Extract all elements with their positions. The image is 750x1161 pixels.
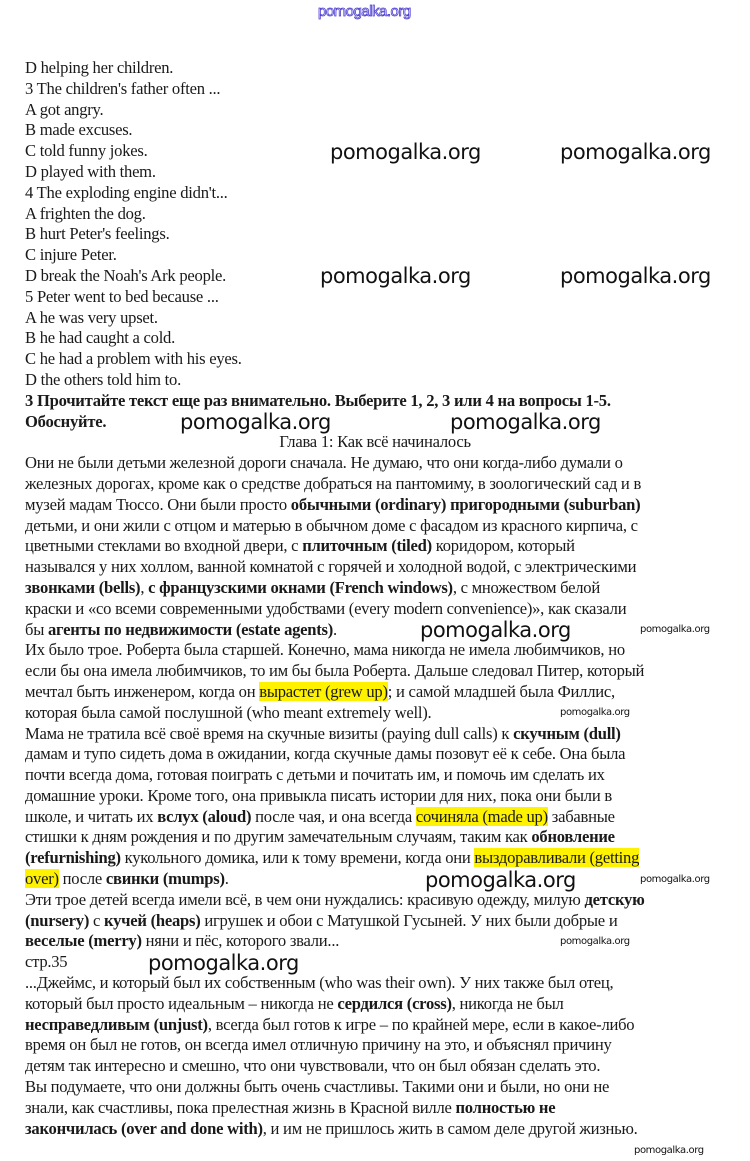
text-line xyxy=(25,349,745,370)
bold-term: агенты по недвижимости (estate agents) xyxy=(48,619,334,639)
watermark: pomogalka.org xyxy=(148,950,299,975)
text-segment: после xyxy=(58,869,106,889)
text-line xyxy=(25,100,745,121)
bold-term: детскую xyxy=(584,889,645,909)
text-segment: музей мадам Тюссо. Они были просто xyxy=(25,494,291,514)
text-line xyxy=(25,640,745,661)
text-segment: цветными стеклами во входной двери, с xyxy=(25,536,303,556)
text-line xyxy=(25,661,745,682)
text-segment: детьми, и они жили с отцом и матерью в обычном доме с фасадом из красного кирпича, с xyxy=(25,515,638,535)
text-segment: игрушек и обои с Матушкой Гусыней. У них были добрые и xyxy=(200,910,618,930)
text-line xyxy=(25,724,745,745)
bold-term: 3 Прочитайте текст еще раз внимательно. Выберите 1, 2, 3 или 4 на вопросы 1-5. xyxy=(25,390,611,410)
text-segment: A got angry. xyxy=(25,99,104,119)
text-line xyxy=(25,973,745,994)
text-segment: почти всегда дома, готовая поиграть с детьми и почитать им, и помочь им сделать их xyxy=(25,765,605,785)
text-segment: A frighten the dog. xyxy=(25,203,146,223)
text-segment: , всегда был готов к игре – по крайней мере, если в какое-либо xyxy=(207,1014,635,1034)
text-line xyxy=(25,370,745,391)
text-segment: назывался у них холлом, ванной комнатой с горячей и холодной водой, с электрическими xyxy=(25,557,637,577)
chapter-heading xyxy=(25,432,725,453)
text-segment: краски и «со всеми современными удобствами (every modern convenience)», как сказали xyxy=(25,598,627,618)
bold-term: закончилась (over and done with) xyxy=(25,1118,263,1138)
text-segment: дамам и тупо сидеть дома в ожидании, когда скучные дамы позовут её к себе. Она была xyxy=(25,744,626,764)
watermark: pomogalka.org xyxy=(634,1145,704,1156)
text-segment: детям так интересно и смешно, что они чувствовали, что он был обязан сделать это. xyxy=(25,1056,601,1076)
text-line xyxy=(25,890,745,911)
text-segment: 4 The exploding engine didn't... xyxy=(25,182,228,202)
watermark: pomogalka.org xyxy=(640,873,710,885)
text-segment: D helping her children. xyxy=(25,58,174,77)
bold-term: скучным (dull) xyxy=(513,723,621,743)
text-segment: который был просто идеальным – никогда не xyxy=(25,993,338,1013)
watermark: pomogalka.org xyxy=(330,139,481,164)
text-line xyxy=(25,120,745,141)
highlighted-term: вырастет (grew up) xyxy=(259,681,388,701)
text-line xyxy=(25,287,745,308)
text-line xyxy=(25,536,745,557)
text-line xyxy=(25,1056,745,1077)
text-line xyxy=(25,224,745,245)
header-watermark: pomogalka.org xyxy=(318,3,411,20)
text-segment: знали, как счастливы, пока прелестная жизнь в Красной вилле xyxy=(25,1097,456,1117)
text-line xyxy=(25,786,745,807)
bold-term: Обоснуйте. xyxy=(25,411,107,431)
text-segment: забавные xyxy=(547,806,615,826)
text-segment: Они не были детьми железной дороги сначала. Не думаю, что они когда-либо думали о xyxy=(25,453,623,473)
text-segment: после чая, и она всегда xyxy=(251,806,416,826)
text-segment: Мама не тратила всё своё время на скучные визиты (paying dull calls) к xyxy=(25,723,514,743)
text-line xyxy=(25,1015,745,1036)
text-segment: которая была самой послушной (who meant extremely well). xyxy=(25,702,432,722)
text-line xyxy=(25,1119,745,1140)
bold-term: вслух (aloud) xyxy=(157,806,252,826)
watermark: pomogalka.org xyxy=(560,707,630,719)
text-line xyxy=(25,994,745,1015)
text-segment: C he had a problem with his eyes. xyxy=(25,349,242,369)
text-segment: Вы подумаете, что они должны быть очень счастливы. Такими они и были, но они не xyxy=(25,1077,610,1097)
text-segment: 5 Peter went to bed because ... xyxy=(25,286,219,306)
watermark: pomogalka.org xyxy=(450,410,601,434)
text-segment: D the others told him to. xyxy=(25,369,181,389)
text-line xyxy=(25,1098,745,1119)
text-segment: A he was very upset. xyxy=(25,307,158,327)
text-segment: с xyxy=(89,910,105,930)
text-line xyxy=(25,744,745,765)
text-line xyxy=(25,703,745,724)
text-line xyxy=(25,412,745,433)
text-segment: , с множеством белой xyxy=(452,577,600,597)
text-line xyxy=(25,1035,745,1056)
text-segment: школе, и читать их xyxy=(25,806,158,826)
text-segment: железных дорогах, кроме как о средстве добраться на пантомиму, в зоологический сад и в xyxy=(25,473,642,493)
bold-term: обновление xyxy=(531,827,615,847)
text-segment: , никогда не был xyxy=(451,993,564,1013)
text-segment: , xyxy=(140,577,149,597)
text-segment: стр.35 xyxy=(25,952,68,972)
text-line xyxy=(25,391,745,412)
text-line xyxy=(25,931,745,952)
text-segment: ...Джеймс, и который был их собственным (who was their own). У них также был отец, xyxy=(25,973,614,993)
text-segment: D played with them. xyxy=(25,161,156,181)
text-segment: Глава 1: Как всё начиналось xyxy=(279,432,471,452)
text-segment: D break the Noah's Ark people. xyxy=(25,265,227,285)
text-line xyxy=(25,58,745,79)
text-segment: C injure Peter. xyxy=(25,245,117,265)
text-segment: если бы она имела любимчиков, то им бы была Роберта. Дальше следовал Питер, который xyxy=(25,661,645,681)
text-segment: B hurt Peter's feelings. xyxy=(25,224,170,244)
watermark: pomogalka.org xyxy=(560,139,711,164)
text-line xyxy=(25,682,745,703)
document-body xyxy=(25,58,745,1139)
text-line xyxy=(25,495,745,516)
text-line xyxy=(25,911,745,932)
text-segment: домашние уроки. Кроме того, она привыкла писать истории для них, пока они были в xyxy=(25,785,612,805)
bold-term: звонками (bells) xyxy=(25,577,141,597)
bold-term: веселые (merry) xyxy=(25,931,142,951)
text-line xyxy=(25,827,745,848)
watermark: pomogalka.org xyxy=(420,618,571,642)
text-segment: ; и самой младшей была Филлис, xyxy=(387,681,615,701)
text-line xyxy=(25,765,745,786)
text-line xyxy=(25,516,745,537)
text-segment: стишки к дням рождения и по другим замечательным случаям, таким как xyxy=(25,827,532,847)
text-line xyxy=(25,620,745,641)
watermark: pomogalka.org xyxy=(180,410,331,434)
text-segment: . xyxy=(224,869,229,889)
bold-term: полностью не xyxy=(455,1097,556,1117)
text-line xyxy=(25,848,745,869)
text-line xyxy=(25,328,745,349)
text-segment: няни и пёс, которого звали... xyxy=(141,931,340,951)
text-segment: . xyxy=(333,619,337,639)
text-segment: 3 The children's father often ... xyxy=(25,78,221,98)
text-line xyxy=(25,162,745,183)
bold-term: свинки (mumps) xyxy=(105,869,225,889)
watermark: pomogalka.org xyxy=(425,867,576,892)
bold-term: обычными (ordinary) пригородными (suburban) xyxy=(290,494,641,514)
text-segment: коридором, который xyxy=(431,536,575,556)
bold-term: кучей (heaps) xyxy=(104,910,201,930)
bold-term: несправедливым (unjust) xyxy=(25,1014,208,1034)
text-line xyxy=(25,578,745,599)
text-segment: Эти трое детей всегда имели всё, в чем они нуждались: красивую одежду, милую xyxy=(25,889,585,909)
watermark: pomogalka.org xyxy=(640,624,710,635)
text-segment: B he had caught a cold. xyxy=(25,328,175,348)
text-line xyxy=(25,245,745,266)
text-segment: B made excuses. xyxy=(25,120,133,140)
text-line xyxy=(25,869,745,890)
text-line xyxy=(25,599,745,620)
text-line xyxy=(25,1077,745,1098)
text-line xyxy=(25,183,745,204)
text-line xyxy=(25,204,745,225)
text-segment: время он был не готов, он всегда имел отличную причину на это, и объяснял причину xyxy=(25,1035,612,1055)
bold-term: с французскими окнами (French windows) xyxy=(148,577,453,597)
text-line xyxy=(25,79,745,100)
watermark: pomogalka.org xyxy=(320,264,471,289)
watermark: pomogalka.org xyxy=(560,264,711,289)
text-line xyxy=(25,474,745,495)
text-line xyxy=(25,807,745,828)
bold-term: (nursery) xyxy=(25,910,90,930)
text-segment: бы xyxy=(25,619,48,639)
text-segment: , и им не пришлось жить в самом деле другой жизнью. xyxy=(262,1118,638,1138)
text-line xyxy=(25,453,745,474)
text-segment: Их было трое. Роберта была старшей. Конечно, мама никогда не имела любимчиков, но xyxy=(25,640,625,660)
text-segment: кукольного домика, или к тому времени, когда они xyxy=(120,848,475,868)
watermark: pomogalka.org xyxy=(560,936,630,947)
text-segment: C told funny jokes. xyxy=(25,141,148,161)
text-line xyxy=(25,557,745,578)
highlighted-term: сочиняла (made up) xyxy=(415,806,548,826)
text-line xyxy=(25,308,745,329)
highlighted-term: over) xyxy=(25,869,59,889)
text-line xyxy=(25,952,745,973)
highlighted-term: выздоравливали (getting xyxy=(474,848,640,868)
bold-term: сердился (cross) xyxy=(337,993,452,1013)
text-segment: мечтал быть инженером, когда он xyxy=(25,681,260,701)
bold-term: (refurnishing) xyxy=(25,848,121,868)
bold-term: плиточным (tiled) xyxy=(302,536,432,556)
